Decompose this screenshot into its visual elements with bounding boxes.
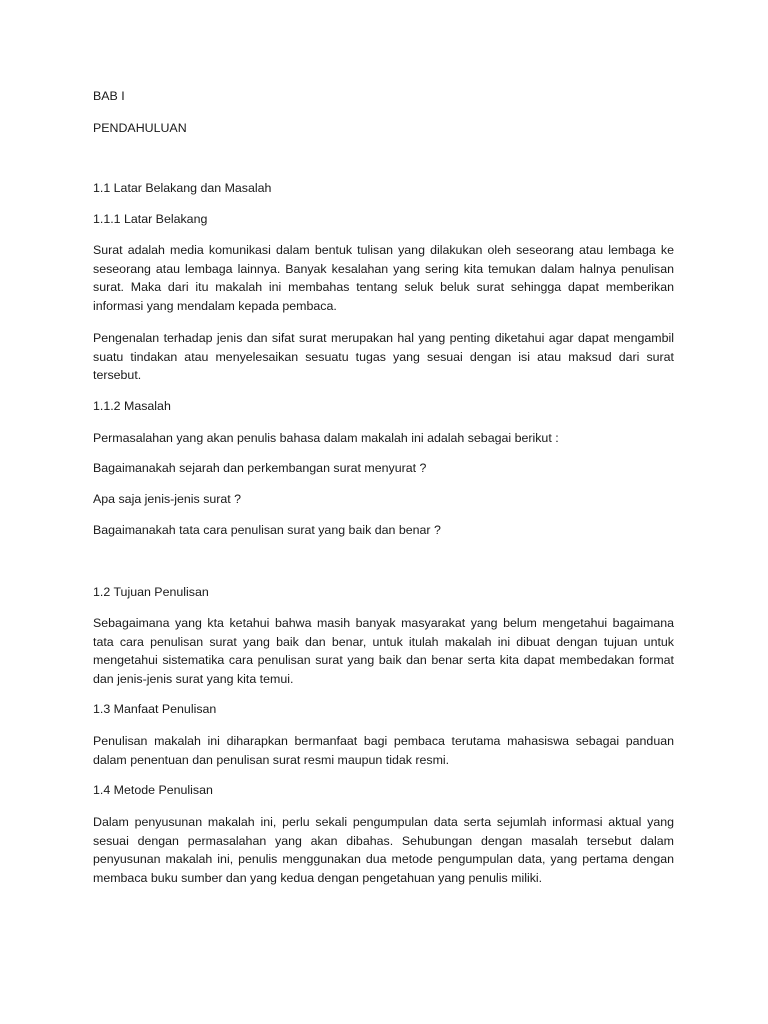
- chapter-number: BAB I: [93, 89, 125, 103]
- question-3: Bagaimanakah tata cara penulisan surat yang baik dan benar ?: [93, 523, 441, 537]
- paragraph-latar-belakang-1: Surat adalah media komunikasi dalam bentuk tulisan yang dilakukan oleh seseorang atau lembaga ke seseorang atau lembaga lainnya. Banyak kesalahan yang sering kita temukan dalam halnya penulisan surat. Maka dari itu makalah ini membahas tentang seluk beluk surat sehingga dapat memberikan informasi yang mendalam kepada pembaca.: [93, 243, 674, 313]
- paragraph-masalah-intro: Permasalahan yang akan penulis bahasa dalam makalah ini adalah sebagai berikut :: [93, 431, 559, 445]
- paragraph-manfaat: Penulisan makalah ini diharapkan bermanfaat bagi pembaca terutama mahasiswa sebagai panduan dalam penentuan dan penulisan surat resmi maupun tidak resmi.: [93, 734, 674, 767]
- paragraph-latar-belakang-2: Pengenalan terhadap jenis dan sifat surat merupakan hal yang penting diketahui agar dapat mengambil suatu tindakan atau menyelesaikan sesuatu tugas yang sesuai dengan isi atau maksud dari surat tersebut.: [93, 331, 674, 383]
- section-heading-1-3: 1.3 Manfaat Penulisan: [93, 702, 217, 716]
- paragraph-metode: Dalam penyusunan makalah ini, perlu sekali pengumpulan data serta sejumlah informasi aktual yang sesuai dengan permasalahan yang akan dibahas. Sehubungan dengan masalah tersebut dalam penyusunan makalah ini, penulis menggunakan dua metode pengumpulan data, yang pertama dengan membaca buku sumber dan yang kedua dengan pengetahuan yang penulis miliki.: [93, 815, 674, 885]
- section-heading-1-2: 1.2 Tujuan Penulisan: [93, 585, 209, 599]
- question-2: Apa saja jenis-jenis surat ?: [93, 492, 242, 506]
- question-1: Bagaimanakah sejarah dan perkembangan surat menyurat ?: [93, 461, 427, 475]
- chapter-title: PENDAHULUAN: [93, 121, 187, 135]
- section-heading-1-1-1: 1.1.1 Latar Belakang: [93, 212, 208, 226]
- section-heading-1-1: 1.1 Latar Belakang dan Masalah: [93, 181, 272, 195]
- section-heading-1-4: 1.4 Metode Penulisan: [93, 783, 213, 797]
- section-heading-1-1-2: 1.1.2 Masalah: [93, 399, 171, 413]
- paragraph-tujuan: Sebagaimana yang kta ketahui bahwa masih banyak masyarakat yang belum mengetahui bagaimana tata cara penulisan surat yang baik dan benar, untuk itulah makalah ini dibuat dengan tujuan untuk mengetahui sistematika cara penulisan surat yang baik dan benar serta kita dapat membedakan format dan jenis-jenis surat yang kita temui.: [93, 616, 674, 686]
